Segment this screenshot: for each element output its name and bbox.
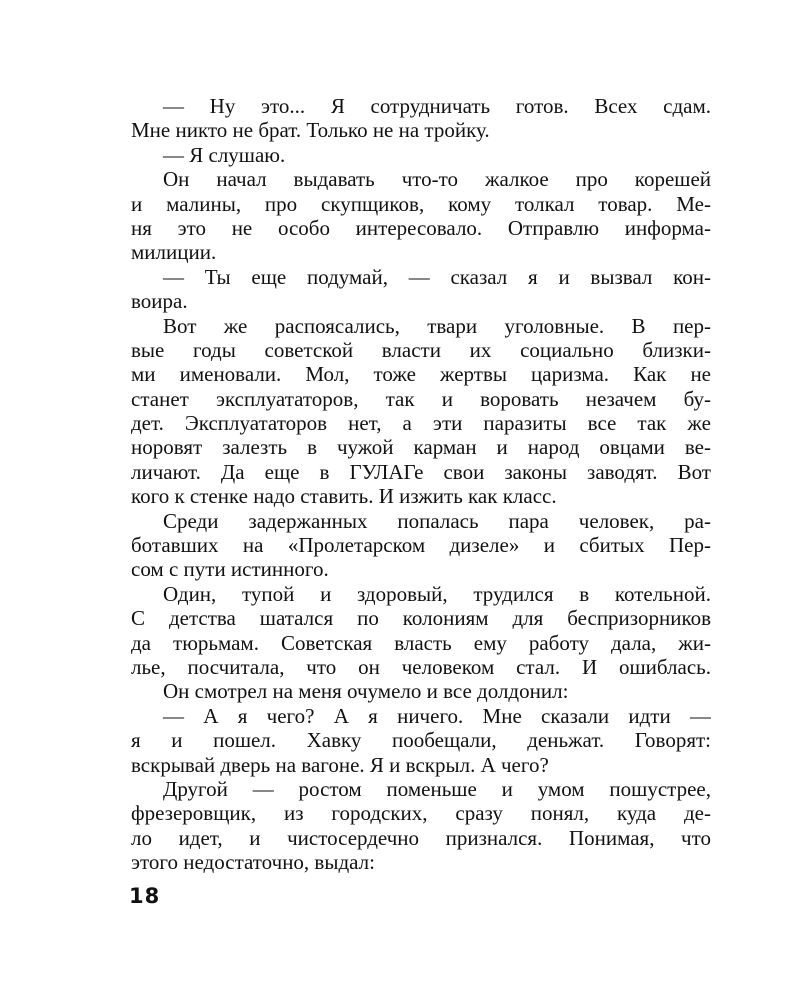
- text-line: и малины, про скупщиков, кому толкал товар. Ме-: [131, 191, 711, 216]
- text-line: дет. Эксплуататоров нет, а эти паразиты все так же: [131, 411, 711, 436]
- page-number: 18: [129, 884, 161, 908]
- text-line: Другой — ростом поменьше и умом пошустрее,: [163, 776, 711, 801]
- text-line: Он смотрел на меня очумело и все долдонил:: [163, 679, 569, 704]
- text-line: — А я чего? А я ничего. Мне сказали идти —: [163, 703, 711, 728]
- text-line: норовят залезть в чужой карман и народ овцами ве-: [131, 435, 711, 460]
- text-line: лье, посчитала, что он человеком стал. И ошиблась.: [131, 654, 711, 679]
- text-line: воира.: [131, 289, 188, 314]
- text-line: ми именовали. Мол, тоже жертвы царизма. Как не: [131, 362, 711, 387]
- text-line: фрезеровщик, из городских, сразу понял, куда де-: [131, 801, 711, 826]
- text-line: станет эксплуататоров, так и воровать незачем бу-: [131, 386, 711, 411]
- text-line: милиции.: [131, 240, 217, 265]
- text-line: да тюрьмам. Советская власть ему работу дала, жи-: [131, 630, 711, 655]
- text-line: — Ну это... Я сотрудничать готов. Всех сдам.: [163, 94, 711, 118]
- text-line: я и пошел. Хавку пообещали, деньжат. Говорят:: [131, 728, 711, 753]
- text-line: сом с пути истинного.: [131, 557, 329, 582]
- text-line: Мне никто не брат. Только не на тройку.: [131, 118, 490, 143]
- text-line: — Ты еще подумай, — сказал я и вызвал кон-: [163, 264, 711, 289]
- text-line: С детства шатался по колониям для беспризорников: [131, 606, 711, 631]
- text-line: Среди задержанных попалась пара человек, ра-: [163, 508, 711, 533]
- text-line: Он начал выдавать что-то жалкое про корешей: [163, 167, 711, 192]
- text-line: — Я слушаю.: [163, 142, 286, 167]
- text-line: ло идет, и чистосердечно признался. Понимая, что: [131, 825, 711, 850]
- text-line: ботавших на «Пролетарском дизеле» и сбитых Пер-: [131, 533, 711, 558]
- text-line: вскрывай дверь на вагоне. Я и вскрыл. А чего?: [131, 752, 549, 777]
- text-line: кого к стенке надо ставить. И изжить как класс.: [131, 484, 557, 509]
- text-line: вые годы советской власти их социально близки-: [131, 337, 711, 362]
- text-line: личают. Да еще в ГУЛАГе свои законы заводят. Вот: [131, 459, 711, 484]
- body-text: [131, 94, 711, 875]
- text-line: Один, тупой и здоровый, трудился в котельной.: [163, 581, 711, 606]
- text-line: этого недостаточно, выдал:: [131, 850, 375, 875]
- text-line: Вот же распоясались, твари уголовные. В пер-: [163, 313, 711, 338]
- text-line: ня это не особо интересовало. Отправлю информа-: [131, 215, 711, 240]
